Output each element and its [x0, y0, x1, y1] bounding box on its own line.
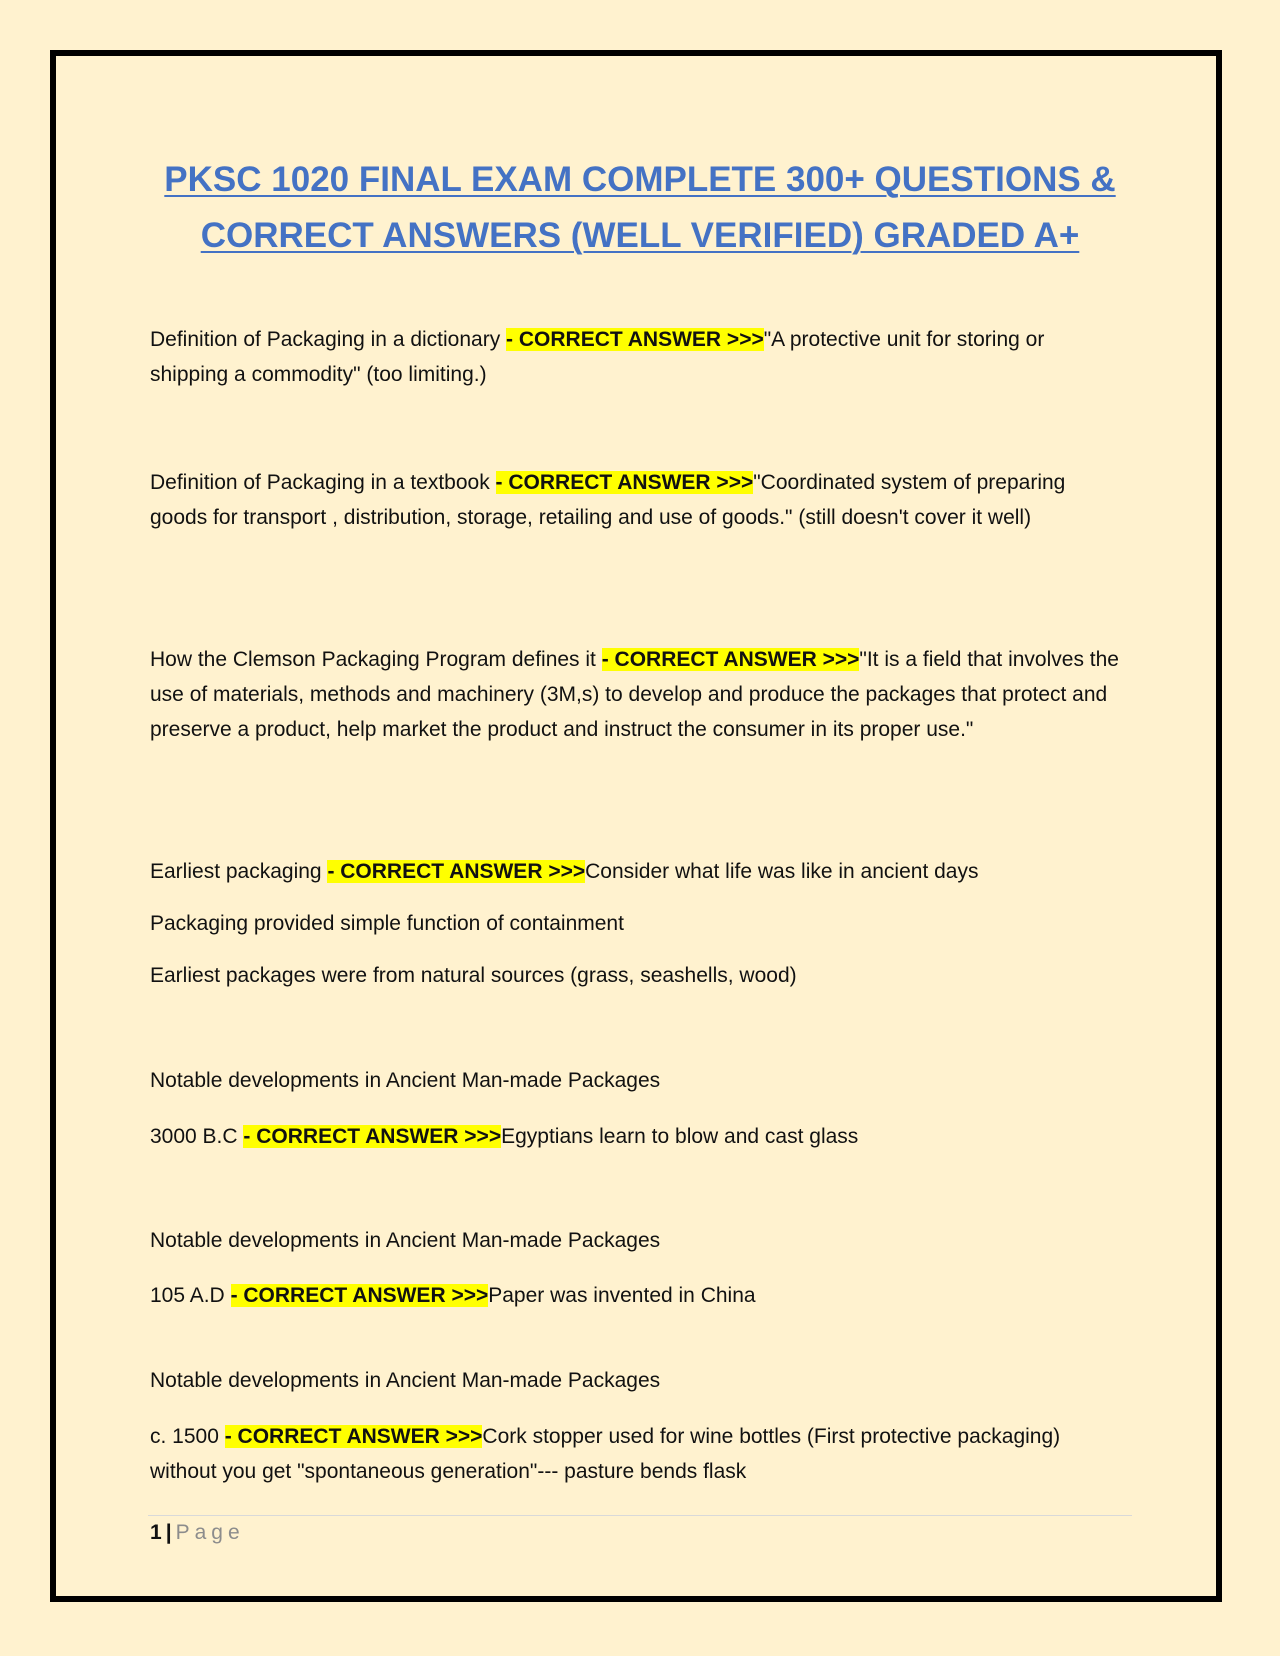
page-label: Page	[175, 1521, 245, 1544]
question-text: 105 A.D	[150, 1284, 231, 1307]
page-footer	[150, 1518, 245, 1548]
section-heading: Notable developments in Ancient Man-made Packages	[150, 1229, 661, 1252]
question-text: Definition of Packaging in a textbook	[150, 471, 496, 494]
section-heading: Notable developments in Ancient Man-made Packages	[150, 1069, 661, 1092]
correct-answer-marker: - CORRECT ANSWER >>>	[495, 471, 754, 494]
answer-text: Cork stopper used for wine bottles (First protective packaging) without you get "spontaneous generation"--- pasture bends flask	[150, 1425, 1061, 1483]
answer-text: Paper was invented in China	[488, 1284, 756, 1307]
answer-line: Earliest packages were from natural sources (grass, seashells, wood)	[150, 964, 797, 987]
answer-line: Packaging provided simple function of containment	[150, 912, 624, 935]
qa-entry	[150, 322, 1125, 392]
footer-divider	[148, 1515, 1132, 1516]
question-text: How the Clemson Packaging Program defines it	[150, 648, 602, 671]
correct-answer-marker: - CORRECT ANSWER >>>	[224, 1425, 483, 1448]
question-text: 3000 B.C	[150, 1125, 244, 1148]
answer-text: "It is a field that involves the use of materials, methods and machinery (3M,s) to develop and produce the packages that protect and preserve a product, help market the product and instruct the consumer in its proper use."	[150, 648, 1119, 741]
correct-answer-marker: - CORRECT ANSWER >>>	[243, 1125, 502, 1148]
correct-answer-marker: - CORRECT ANSWER >>>	[506, 328, 764, 351]
qa-entry	[150, 1119, 1125, 1154]
qa-entry	[150, 1278, 1125, 1313]
question-text: Earliest packaging	[150, 860, 328, 883]
correct-answer-marker: - CORRECT ANSWER >>>	[601, 648, 860, 671]
answer-text: "Coordinated system of preparing goods for transport , distribution, storage, retailing and use of goods." (still doesn't cover it well)	[150, 471, 1066, 529]
question-text: Definition of Packaging in a dictionary	[150, 328, 507, 351]
document-title: PKSC 1020 FINAL EXAM COMPLETE 300+ QUESTIONS & CORRECT ANSWERS (WELL VERIFIED) GRADED A+	[164, 160, 1116, 255]
question-text: c. 1500	[150, 1425, 225, 1448]
correct-answer-marker: - CORRECT ANSWER >>>	[327, 860, 586, 883]
qa-entry	[150, 854, 1125, 889]
answer-text: Egyptians learn to blow and cast glass	[501, 1125, 859, 1148]
correct-answer-marker: - CORRECT ANSWER >>>	[230, 1284, 489, 1307]
qa-entry	[150, 642, 1125, 747]
section-heading: Notable developments in Ancient Man-made Packages	[150, 1369, 661, 1392]
qa-entry	[150, 465, 1125, 535]
answer-text: "A protective unit for storing or shipping a commodity" (too limiting.)	[150, 328, 1045, 386]
qa-entry	[150, 1419, 1125, 1489]
page-number: 1	[150, 1521, 162, 1544]
footer-separator: |	[165, 1521, 172, 1544]
answer-text: Consider what life was like in ancient days	[585, 860, 979, 883]
